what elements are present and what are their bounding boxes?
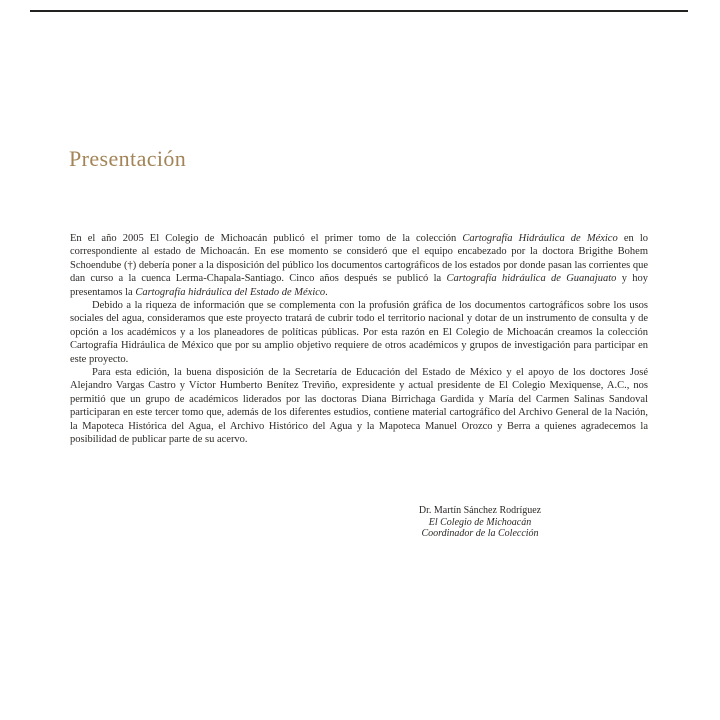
signature-name: Dr. Martín Sánchez Rodríguez — [418, 505, 542, 516]
text-run: y hoy presentamos la — [70, 273, 648, 298]
paragraph — [70, 299, 648, 366]
italic-text-run: Cartografía hidráulica de Guanajuato — [446, 273, 617, 285]
signature-block — [330, 505, 630, 540]
paragraph — [70, 366, 648, 446]
text-run: En el año 2005 El Colegio de Michoacán publicó el primer tomo de la colección — [70, 233, 463, 244]
signature-role: Coordinador de la Colección — [421, 528, 539, 539]
text-run: en lo correspondiente al estado de Michoacán. En ese momento se consideró que el equipo encabezado por la doctora Brigithe Bohem Schoendube (†) debería poner a la disposición del público los documentos cartográficos de los estados por donde pasan las corrientes que dan curso a la cuenca Lerma-Chapala-Santiago. Cinco años después se publicó la — [70, 233, 648, 285]
top-rule — [30, 10, 688, 12]
text-run: . — [325, 286, 328, 298]
italic-text-run: Cartografía hidráulica del Estado de México — [135, 286, 326, 298]
paragraph — [70, 232, 648, 299]
text-run: Debido a la riqueza de información que se complementa con la profusión gráfica de los documentos cartográficos sobre los usos sociales del agua, consideramos que este proyecto tratará de cubrir todo el territorio nacional y dotar de un instrumento de consulta y de opción a los académicos y a los planeadores de políticas públicas. Por esta razón en El Colegio de Michoacán creamos la colección Cartografía Hidráulica de México que por su amplio objetivo requiere de otros académicos y grupos de investigación para participar en este proyecto. — [70, 300, 648, 365]
italic-text-run: Cartografía Hidráulica de México — [462, 233, 618, 244]
page-title: Presentación — [69, 145, 187, 171]
text-run: Para esta edición, la buena disposición de la Secretaría de Educación del Estado de México y el apoyo de los doctores José Alejandro Vargas Castro y Víctor Humberto Benítez Treviño, expresidente y actual presidente de El Colegio Mexiquense, A.C., nos permitió que un grupo de académicos liderados por las doctoras Diana Birrichaga Gardida y María del Carmen Salinas Sandoval participaran en este tercer tomo que, además de los diferentes estudios, contiene material cartográfico del Archivo General de la Nación, la Mapoteca Histórica del Agua, el Archivo Histórico del Agua y la Mapoteca Manuel Orozco y Berra a quienes agradecemos la posibilidad de publicar parte de su acervo. — [70, 367, 648, 446]
signature-institution: El Colegio de Michoacán — [428, 516, 532, 528]
body-text — [70, 232, 648, 447]
